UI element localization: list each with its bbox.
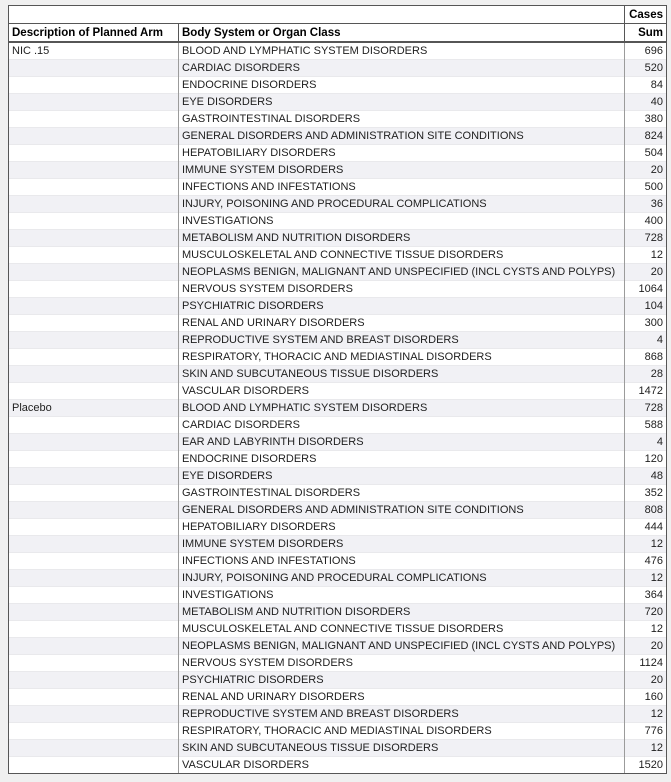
body-system-cell: INVESTIGATIONS bbox=[179, 587, 625, 604]
arm-cell bbox=[9, 77, 179, 94]
sum-cell: 1520 bbox=[625, 757, 667, 774]
table-row bbox=[9, 128, 667, 145]
table-row bbox=[9, 723, 667, 740]
table-row bbox=[9, 332, 667, 349]
table-row bbox=[9, 281, 667, 298]
arm-cell bbox=[9, 145, 179, 162]
body-system-cell: CARDIAC DISORDERS bbox=[179, 417, 625, 434]
sum-cell: 12 bbox=[625, 247, 667, 264]
sum-cell: 520 bbox=[625, 60, 667, 77]
sum-cell: 4 bbox=[625, 332, 667, 349]
table-row bbox=[9, 672, 667, 689]
arm-cell bbox=[9, 128, 179, 145]
arm-cell bbox=[9, 196, 179, 213]
body-system-cell: IMMUNE SYSTEM DISORDERS bbox=[179, 162, 625, 179]
sum-cell: 20 bbox=[625, 162, 667, 179]
table-row bbox=[9, 42, 667, 60]
table-row bbox=[9, 706, 667, 723]
body-system-cell: INJURY, POISONING AND PROCEDURAL COMPLICATIONS bbox=[179, 196, 625, 213]
sum-cell: 12 bbox=[625, 706, 667, 723]
sum-cell: 696 bbox=[625, 42, 667, 60]
body-system-cell: IMMUNE SYSTEM DISORDERS bbox=[179, 536, 625, 553]
arm-cell bbox=[9, 179, 179, 196]
body-system-cell: ENDOCRINE DISORDERS bbox=[179, 77, 625, 94]
table-body bbox=[9, 42, 667, 774]
table-row bbox=[9, 247, 667, 264]
body-system-cell: ENDOCRINE DISORDERS bbox=[179, 451, 625, 468]
arm-cell bbox=[9, 281, 179, 298]
arm-cell bbox=[9, 706, 179, 723]
body-system-cell: RESPIRATORY, THORACIC AND MEDIASTINAL DISORDERS bbox=[179, 723, 625, 740]
body-system-cell: EAR AND LABYRINTH DISORDERS bbox=[179, 434, 625, 451]
sum-cell: 12 bbox=[625, 740, 667, 757]
table-row bbox=[9, 349, 667, 366]
table-row bbox=[9, 570, 667, 587]
table-row bbox=[9, 145, 667, 162]
body-system-cell: GASTROINTESTINAL DISORDERS bbox=[179, 485, 625, 502]
arm-cell: NIC .15 bbox=[9, 42, 179, 60]
body-system-cell: METABOLISM AND NUTRITION DISORDERS bbox=[179, 604, 625, 621]
arm-cell bbox=[9, 740, 179, 757]
arm-cell bbox=[9, 332, 179, 349]
body-system-cell: CARDIAC DISORDERS bbox=[179, 60, 625, 77]
arm-cell bbox=[9, 162, 179, 179]
body-system-cell: INJURY, POISONING AND PROCEDURAL COMPLICATIONS bbox=[179, 570, 625, 587]
sum-cell: 20 bbox=[625, 264, 667, 281]
arm-cell bbox=[9, 94, 179, 111]
sum-cell: 120 bbox=[625, 451, 667, 468]
sum-cell: 588 bbox=[625, 417, 667, 434]
body-system-cell: HEPATOBILIARY DISORDERS bbox=[179, 519, 625, 536]
table-row bbox=[9, 621, 667, 638]
arm-cell: Placebo bbox=[9, 400, 179, 417]
arm-cell bbox=[9, 604, 179, 621]
table-row bbox=[9, 638, 667, 655]
arm-cell bbox=[9, 519, 179, 536]
sum-cell: 160 bbox=[625, 689, 667, 706]
table-row bbox=[9, 417, 667, 434]
arm-cell bbox=[9, 553, 179, 570]
arm-cell bbox=[9, 417, 179, 434]
sum-cell: 500 bbox=[625, 179, 667, 196]
body-system-cell: BLOOD AND LYMPHATIC SYSTEM DISORDERS bbox=[179, 42, 625, 60]
table-row bbox=[9, 264, 667, 281]
table-row bbox=[9, 655, 667, 672]
table-row bbox=[9, 230, 667, 247]
arm-cell bbox=[9, 672, 179, 689]
body-system-cell: MUSCULOSKELETAL AND CONNECTIVE TISSUE DISORDERS bbox=[179, 247, 625, 264]
arm-cell bbox=[9, 230, 179, 247]
table-row bbox=[9, 519, 667, 536]
arm-cell bbox=[9, 349, 179, 366]
arm-cell bbox=[9, 298, 179, 315]
arm-cell bbox=[9, 536, 179, 553]
arm-cell bbox=[9, 264, 179, 281]
body-system-cell: INFECTIONS AND INFESTATIONS bbox=[179, 553, 625, 570]
table-row bbox=[9, 366, 667, 383]
sum-cell: 1124 bbox=[625, 655, 667, 672]
body-system-cell: HEPATOBILIARY DISORDERS bbox=[179, 145, 625, 162]
table-row bbox=[9, 111, 667, 128]
table-row bbox=[9, 451, 667, 468]
sum-cell: 20 bbox=[625, 672, 667, 689]
sum-cell: 84 bbox=[625, 77, 667, 94]
table-row bbox=[9, 502, 667, 519]
body-system-cell: RENAL AND URINARY DISORDERS bbox=[179, 689, 625, 706]
sum-cell: 4 bbox=[625, 434, 667, 451]
column-header-body-system: Body System or Organ Class bbox=[179, 24, 625, 43]
sum-cell: 1064 bbox=[625, 281, 667, 298]
sum-cell: 36 bbox=[625, 196, 667, 213]
arm-cell bbox=[9, 502, 179, 519]
table-row bbox=[9, 315, 667, 332]
body-system-cell: INVESTIGATIONS bbox=[179, 213, 625, 230]
arm-cell bbox=[9, 383, 179, 400]
body-system-cell: NEOPLASMS BENIGN, MALIGNANT AND UNSPECIFIED (INCL CYSTS AND POLYPS) bbox=[179, 264, 625, 281]
sum-cell: 728 bbox=[625, 400, 667, 417]
column-group-header-cases: Cases bbox=[625, 6, 667, 24]
body-system-cell: PSYCHIATRIC DISORDERS bbox=[179, 672, 625, 689]
table-row bbox=[9, 179, 667, 196]
table-row bbox=[9, 434, 667, 451]
table-row bbox=[9, 604, 667, 621]
body-system-cell: NEOPLASMS BENIGN, MALIGNANT AND UNSPECIFIED (INCL CYSTS AND POLYPS) bbox=[179, 638, 625, 655]
body-system-cell: SKIN AND SUBCUTANEOUS TISSUE DISORDERS bbox=[179, 740, 625, 757]
arm-cell bbox=[9, 638, 179, 655]
sum-cell: 444 bbox=[625, 519, 667, 536]
body-system-cell: VASCULAR DISORDERS bbox=[179, 383, 625, 400]
body-system-cell: BLOOD AND LYMPHATIC SYSTEM DISORDERS bbox=[179, 400, 625, 417]
body-system-cell: GASTROINTESTINAL DISORDERS bbox=[179, 111, 625, 128]
sum-cell: 1472 bbox=[625, 383, 667, 400]
body-system-cell: SKIN AND SUBCUTANEOUS TISSUE DISORDERS bbox=[179, 366, 625, 383]
body-system-cell: EYE DISORDERS bbox=[179, 94, 625, 111]
arm-cell bbox=[9, 366, 179, 383]
sum-cell: 868 bbox=[625, 349, 667, 366]
arm-cell bbox=[9, 111, 179, 128]
table-row bbox=[9, 298, 667, 315]
arm-cell bbox=[9, 468, 179, 485]
body-system-cell: REPRODUCTIVE SYSTEM AND BREAST DISORDERS bbox=[179, 332, 625, 349]
column-header-sum: Sum bbox=[625, 24, 667, 43]
table-row bbox=[9, 383, 667, 400]
table-row bbox=[9, 485, 667, 502]
sum-cell: 504 bbox=[625, 145, 667, 162]
body-system-cell: NERVOUS SYSTEM DISORDERS bbox=[179, 281, 625, 298]
body-system-cell: METABOLISM AND NUTRITION DISORDERS bbox=[179, 230, 625, 247]
body-system-cell: INFECTIONS AND INFESTATIONS bbox=[179, 179, 625, 196]
sum-cell: 808 bbox=[625, 502, 667, 519]
arm-cell bbox=[9, 247, 179, 264]
sum-cell: 400 bbox=[625, 213, 667, 230]
column-group-header-row bbox=[9, 6, 667, 24]
header-spacer-cell bbox=[9, 6, 625, 24]
cases-by-arm-table bbox=[8, 5, 667, 774]
body-system-cell: EYE DISORDERS bbox=[179, 468, 625, 485]
sum-cell: 12 bbox=[625, 570, 667, 587]
table-row bbox=[9, 468, 667, 485]
sum-cell: 720 bbox=[625, 604, 667, 621]
sum-cell: 28 bbox=[625, 366, 667, 383]
body-system-cell: MUSCULOSKELETAL AND CONNECTIVE TISSUE DISORDERS bbox=[179, 621, 625, 638]
sum-cell: 104 bbox=[625, 298, 667, 315]
table-row bbox=[9, 213, 667, 230]
table-row bbox=[9, 162, 667, 179]
arm-cell bbox=[9, 723, 179, 740]
arm-cell bbox=[9, 757, 179, 774]
arm-cell bbox=[9, 60, 179, 77]
table-row bbox=[9, 400, 667, 417]
body-system-cell: VASCULAR DISORDERS bbox=[179, 757, 625, 774]
arm-cell bbox=[9, 621, 179, 638]
body-system-cell: PSYCHIATRIC DISORDERS bbox=[179, 298, 625, 315]
arm-cell bbox=[9, 655, 179, 672]
table-row bbox=[9, 740, 667, 757]
sum-cell: 300 bbox=[625, 315, 667, 332]
sum-cell: 380 bbox=[625, 111, 667, 128]
table-row bbox=[9, 77, 667, 94]
body-system-cell: GENERAL DISORDERS AND ADMINISTRATION SITE CONDITIONS bbox=[179, 128, 625, 145]
table-row bbox=[9, 689, 667, 706]
table-row bbox=[9, 553, 667, 570]
sum-cell: 824 bbox=[625, 128, 667, 145]
sum-cell: 728 bbox=[625, 230, 667, 247]
arm-cell bbox=[9, 315, 179, 332]
arm-cell bbox=[9, 451, 179, 468]
column-header-planned-arm: Description of Planned Arm bbox=[9, 24, 179, 43]
body-system-cell: RENAL AND URINARY DISORDERS bbox=[179, 315, 625, 332]
table-row bbox=[9, 536, 667, 553]
column-header-row bbox=[9, 24, 667, 43]
arm-cell bbox=[9, 689, 179, 706]
body-system-cell: GENERAL DISORDERS AND ADMINISTRATION SITE CONDITIONS bbox=[179, 502, 625, 519]
table-row bbox=[9, 60, 667, 77]
sum-cell: 364 bbox=[625, 587, 667, 604]
sum-cell: 476 bbox=[625, 553, 667, 570]
arm-cell bbox=[9, 213, 179, 230]
table-row bbox=[9, 757, 667, 774]
sum-cell: 12 bbox=[625, 621, 667, 638]
body-system-cell: NERVOUS SYSTEM DISORDERS bbox=[179, 655, 625, 672]
arm-cell bbox=[9, 570, 179, 587]
sum-cell: 48 bbox=[625, 468, 667, 485]
table-row bbox=[9, 587, 667, 604]
body-system-cell: RESPIRATORY, THORACIC AND MEDIASTINAL DISORDERS bbox=[179, 349, 625, 366]
arm-cell bbox=[9, 434, 179, 451]
arm-cell bbox=[9, 485, 179, 502]
table-row bbox=[9, 196, 667, 213]
arm-cell bbox=[9, 587, 179, 604]
sum-cell: 776 bbox=[625, 723, 667, 740]
sum-cell: 40 bbox=[625, 94, 667, 111]
sum-cell: 12 bbox=[625, 536, 667, 553]
table-header bbox=[9, 6, 667, 43]
sum-cell: 352 bbox=[625, 485, 667, 502]
sum-cell: 20 bbox=[625, 638, 667, 655]
body-system-cell: REPRODUCTIVE SYSTEM AND BREAST DISORDERS bbox=[179, 706, 625, 723]
table-row bbox=[9, 94, 667, 111]
